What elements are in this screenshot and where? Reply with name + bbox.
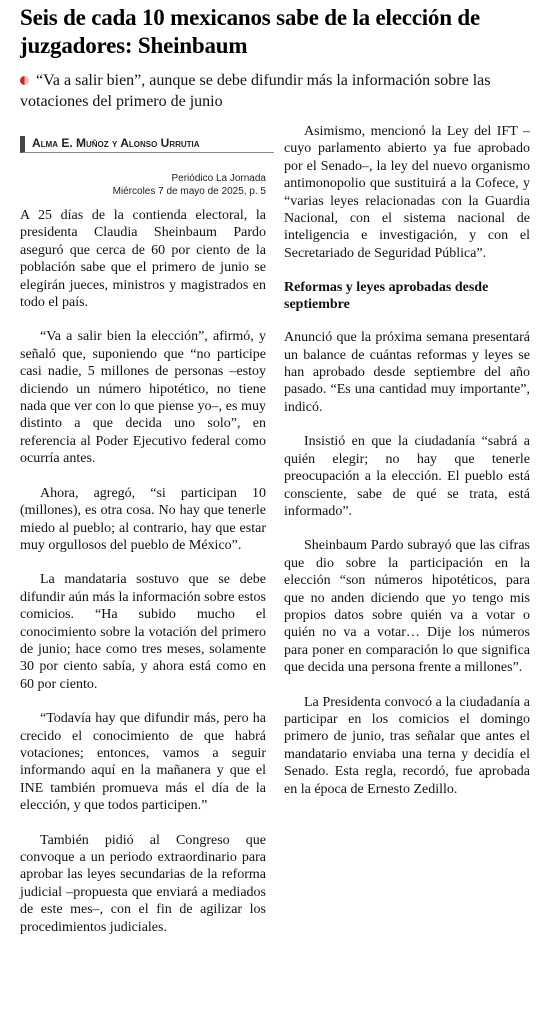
paragraph: “Va a salir bien la elección”, afirmó, y señaló que, suponiendo que “no participe casi nadie, 5 millones de personas –estoy diciendo un número hipotético, no tiene nada que ver con lo que piense yo–, es muy distinto a que decida uno solo”, en referencia al Poder Ejecutivo federal como ocurría antes. (20, 329, 266, 467)
subheadline-text: “Va a salir bien”, aunque se debe difundir más la información sobre las votaciones del primero de junio (20, 72, 491, 110)
paragraph: La mandataria sostuvo que se debe difundir aún más la información sobre estos comicios. “Ha subido mucho el conocimiento sobre la votación del primero de junio; hace como tres meses, solamente 30 por ciento sabía, y ahora está como en 60 por ciento. (20, 572, 266, 692)
paragraph: “Todavía hay que difundir más, pero ha crecido el conocimiento de que habrá votaciones; entonces, vamos a seguir informando aquí en la mañanera y que el INE también promueva más el día de la elección, y que todos participen.” (20, 711, 266, 814)
paragraph: Sheinbaum Pardo subrayó que las cifras que dio sobre la participación en la elección “son números hipotéticos, para que no anden diciendo que yo tengo mis propios datos sobre quién va a votar o quién no va a votar… Dije los números para poner en comparación lo que significa que decida una persona frente a millones”. (284, 538, 530, 676)
subheadline (20, 70, 530, 112)
source-credit (20, 172, 266, 198)
right-column (284, 123, 530, 815)
headline: Seis de cada 10 mexicanos sabe de la elección de juzgadores: Sheinbaum (20, 5, 480, 58)
byline: Alma E. Muñoz y Alonso Urrutia (20, 136, 274, 153)
paragraph: Ahora, agregó, “si participan 10 (millones), es otra cosa. No hay que tenerle miedo al pueblo; al contrario, hay que estar muy orgullosos del pueblo de México”. (20, 485, 266, 553)
paragraph: La Presidenta convocó a la ciudadanía a participar en los comicios el domingo primero de junio, tras señalar que antes el mandatario enviaba una terna y decidía el Senado. Esta regla, recordó, fue aprobada en la época de Ernesto Zedillo. (284, 694, 530, 797)
paragraph: Asimismo, mencionó la Ley del IFT –cuyo parlamento abierto ya fue aprobado por el Senado–, la ley del nuevo organismo antimonopolio que sustituirá a la Cofece, y “varias leyes relacionadas con la Guardia Nacional, con el sistema nacional de inteligencia e investigación, y con el Secretariado de Seguridad Pública”. (284, 124, 530, 261)
section-heading: Reformas y leyes aprobadas desde septiembre (284, 280, 489, 313)
paragraph: También pidió al Congreso que convoque a un periodo extraordinario para aprobar las leyes secundarias de la reforma judicial –propuesta que enviará a mediados de este mes–, con el fin de agilizar los procedimientos judiciales. (20, 832, 266, 935)
left-column (20, 207, 266, 953)
source-publication: Periódico La Jornada (171, 173, 266, 184)
source-date: Miércoles 7 de mayo de 2025, p. 5 (112, 186, 266, 197)
paragraph: Insistió en que la ciudadanía “sabrá a quién elegir; no hay que tenerle preocupación a la elección. El pueblo está consciente, sabe de qué se trata, está informado”. (284, 434, 530, 519)
paragraph: A 25 días de la contienda electoral, la presidenta Claudia Sheinbaum Pardo aseguró que cerca de 60 por ciento de la población sabe que el primero de junio se elegirán jueces, ministros y magistrados en todo el país. (20, 208, 266, 311)
paragraph: Anunció que la próxima semana presentará un balance de cuántas reformas y leyes se han aprobado desde septiembre del año pasado. “Es una cantidad muy importante”, indicó. (284, 330, 530, 415)
bullet-icon (20, 76, 29, 85)
